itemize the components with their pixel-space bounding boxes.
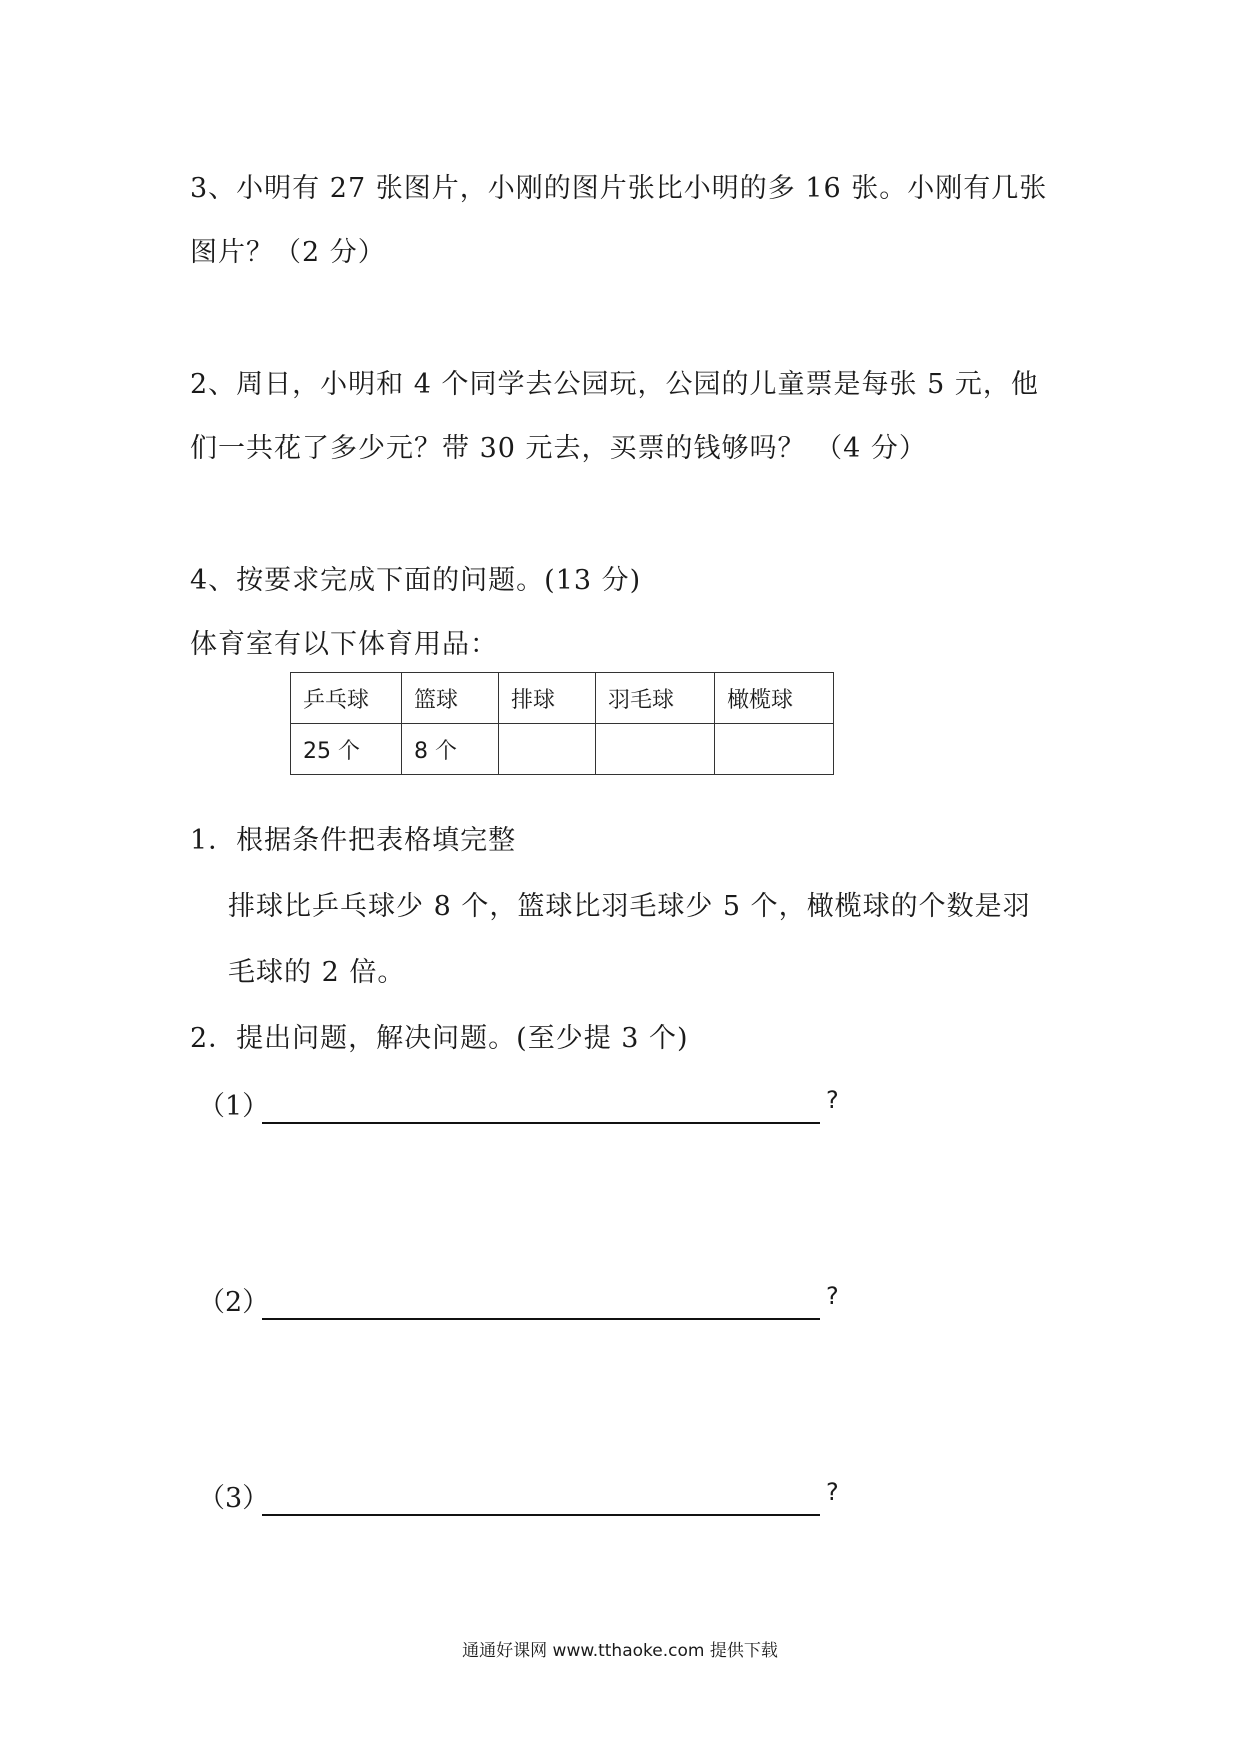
q2-line-1: 2、周日，小明和 4 个同学去公园玩，公园的儿童票是每张 5 元，他 xyxy=(190,369,1039,400)
answer-blank[interactable] xyxy=(262,1122,820,1124)
answer-label: （2） xyxy=(198,1287,270,1318)
q4-title: 4、按要求完成下面的问题。(13 分) xyxy=(190,565,642,596)
q3-line-1: 3、小明有 27 张图片，小刚的图片张比小明的多 16 张。小刚有几张 xyxy=(190,173,1048,204)
question-mark: ? xyxy=(826,1478,839,1506)
answer-blank[interactable] xyxy=(262,1318,820,1320)
page-footer: 通通好课网 www.tthaoke.com 提供下载 xyxy=(462,1641,778,1661)
table-value-cell xyxy=(499,724,596,775)
q4-sub1-line-2: 毛球的 2 倍。 xyxy=(228,957,406,988)
sports-items-table xyxy=(290,672,834,775)
table-value-cell: 25 个 xyxy=(291,724,402,775)
table-header-cell: 乒乓球 xyxy=(291,673,402,724)
question-mark: ? xyxy=(826,1086,839,1114)
table-header-row xyxy=(291,673,834,724)
q4-sub2-title: 2．提出问题，解决问题。(至少提 3 个) xyxy=(190,1023,689,1054)
q4-sub1-line-1: 排球比乒乓球少 8 个，篮球比羽毛球少 5 个，橄榄球的个数是羽 xyxy=(228,891,1031,922)
table-value-cell xyxy=(596,724,715,775)
q3-line-2: 图片？（2 分） xyxy=(190,237,386,268)
q4-sub1-title: 1．根据条件把表格填完整 xyxy=(190,825,517,856)
q4-intro: 体育室有以下体育用品： xyxy=(190,629,498,660)
table-header-cell: 羽毛球 xyxy=(596,673,715,724)
table-value-row xyxy=(291,724,834,775)
answer-label: （3） xyxy=(198,1483,270,1514)
table-header-cell: 篮球 xyxy=(402,673,499,724)
question-mark: ? xyxy=(826,1282,839,1310)
table-header-cell: 橄榄球 xyxy=(715,673,834,724)
answer-blank[interactable] xyxy=(262,1514,820,1516)
table-value-cell xyxy=(715,724,834,775)
table-value-cell: 8 个 xyxy=(402,724,499,775)
answer-label: （1） xyxy=(198,1091,270,1122)
table-header-cell: 排球 xyxy=(499,673,596,724)
q2-line-2: 们一共花了多少元？带 30 元去，买票的钱够吗？ （4 分） xyxy=(190,433,927,464)
